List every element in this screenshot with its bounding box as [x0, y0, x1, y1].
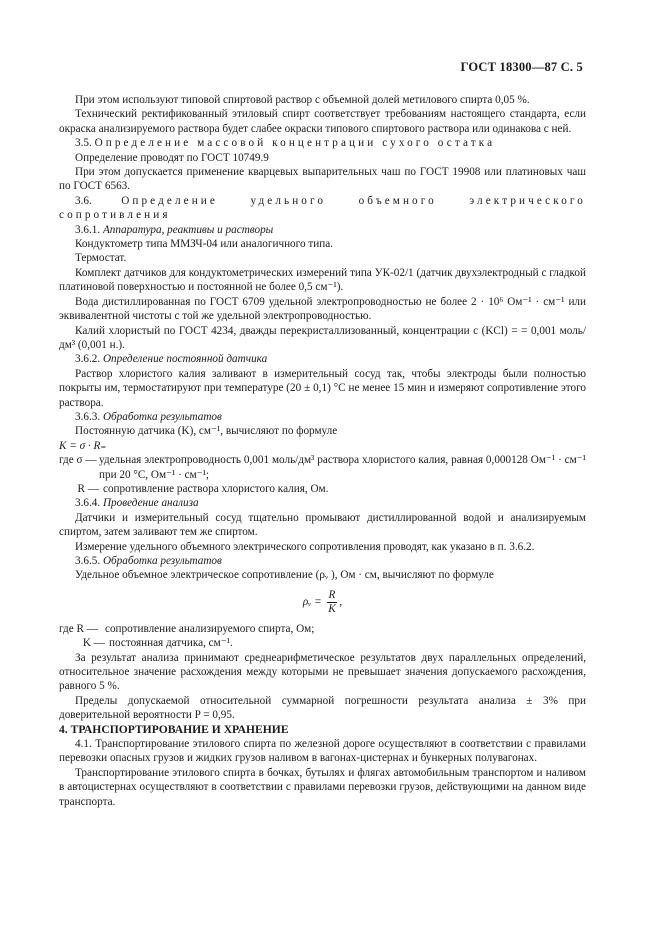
subsection-heading: [59, 352, 586, 366]
paragraph: Комплект датчиков для кондуктометрических измерений типа УК-02/1 (датчик двухэлектродный с гладкой платиновой поверхностью и постоянной не более 0,5 см⁻¹).: [59, 266, 586, 294]
subsection-number: 3.6.5.: [75, 555, 101, 567]
legend-row: [59, 622, 586, 636]
legend-row: [59, 453, 586, 482]
legend-text: удельная электропроводность 0,001 моль/дм³ раствора хлористого калия, равная 0,000128 Ом⁻¹ · см⁻¹ при 20 °С, Ом⁻¹ · см⁻¹;: [99, 454, 586, 481]
section-number: 3.5.: [75, 137, 92, 150]
section-heading: 4. ТРАНСПОРТИРОВАНИЕ И ХРАНЕНИЕ: [59, 722, 289, 736]
subsection-number: 3.6.3.: [75, 410, 101, 423]
subsection-heading: [59, 496, 586, 510]
fraction-denominator: K: [328, 602, 336, 615]
subsection-heading: [59, 410, 586, 424]
paragraph: Измерение удельного объемного электрического сопротивления проводят, как указано в п. 3.6.2.: [75, 540, 535, 553]
legend-text: постоянная датчика, см⁻¹.: [109, 637, 233, 650]
legend-row: [59, 636, 586, 650]
section-heading: [59, 136, 586, 150]
subsection-title: Аппаратура, реактивы и растворы: [102, 223, 274, 236]
paragraph: Постоянную датчика (K), см⁻¹, вычисляют по формуле: [75, 425, 338, 438]
section-title: Определение массовой концентрации сухого остатка: [94, 137, 496, 150]
formula: [59, 589, 586, 616]
paragraph: Технический ректификованный этиловый спирт соответствует требованиям настоящего стандарта, если окраска анализируемого раствора будет слабее окраски типового спиртового раствора или одинакова с ней.: [59, 108, 586, 135]
paragraph: За результат анализа принимают среднеарифметическое результатов двух параллельных определений, относительное значение расхождения между которыми не превышает значения допускаемого расхождения, равного 5 %.: [59, 651, 586, 693]
paragraph: При этом используют типовой спиртовой раствор с объемной долей метилового спирта 0,05 %.: [75, 94, 530, 106]
legend-text: сопротивление раствора хлористого калия, Ом.: [103, 482, 329, 495]
legend-label: K —: [82, 637, 105, 650]
paragraph: Калий хлористый по ГОСТ 4234, дважды перекристаллизованный, концентрации c (KCl) = = 0,001 моль/дм³ (0,001 н.).: [59, 324, 586, 351]
formula-tail: ,: [339, 595, 343, 608]
section-title: Определение удельного объемного электрического сопротивления: [59, 194, 586, 222]
formula-lhs: ρᵥ =: [302, 595, 322, 608]
subsection-heading: [59, 554, 586, 568]
formula: K = σ · R₌: [59, 439, 107, 452]
subsection-number: 3.6.1.: [75, 223, 101, 236]
document-body: [59, 93, 586, 809]
legend-label: где R —: [59, 622, 98, 635]
legend-label: где σ —: [59, 454, 97, 467]
fraction: [327, 589, 338, 616]
paragraph: При этом допускается применение кварцевых выпарительных чаш по ГОСТ 19908 или платиновых чаш по ГОСТ 6563.: [59, 166, 586, 193]
paragraph: Вода дистиллированная по ГОСТ 6709 удельной электропроводностью не более 2 · 10⁶ Ом⁻¹ · см⁻¹ или эквивалентной чистоты с той же удельной электропроводностью.: [59, 295, 586, 323]
legend-text: сопротивление анализируемого спирта, Ом;: [105, 622, 315, 635]
legend-row: [59, 482, 586, 496]
subsection-title: Определение постоянной датчика: [102, 353, 268, 366]
subsection-title: Обработка результатов: [102, 410, 222, 423]
section-heading: [59, 194, 586, 223]
page-header: ГОСТ 18300—87 С. 5: [460, 60, 583, 74]
paragraph: 4.1. Транспортирование этилового спирта по железной дороге осуществляют в соответствии с правилами перевозки опасных грузов и жидких грузов наливом в вагонах-цистернах и бункерных полувагонах.: [59, 738, 586, 765]
paragraph: Раствор хлористого калия заливают в измерительный сосуд так, чтобы электроды были полностью покрыты им, термостатируют при температуре (20 ± 0,1) °С не менее 15 мин и измеряют сопротивление этого раствора.: [59, 367, 586, 409]
paragraph: Термостат.: [75, 252, 127, 265]
paragraph: Пределы допускаемой относительной суммарной погрешности результата анализа ± 3% при доверительной вероятности P = 0,95.: [59, 694, 586, 722]
paragraph: Кондуктометр типа ММЗЧ-04 или аналогичного типа.: [75, 238, 333, 251]
section-number: 3.6.: [75, 194, 92, 207]
fraction-numerator: R: [328, 588, 336, 601]
subsection-title: Проведение анализа: [102, 497, 199, 510]
subsection-number: 3.6.2.: [75, 353, 101, 366]
paragraph: Транспортирование этилового спирта в бочках, бутылях и флягах автомобильным транспортом и наливом в автоцистернах осуществляют в соответствии с правилами перевозки грузов, действующими на данном виде транспорта.: [59, 766, 586, 808]
subsection-number: 3.6.4.: [75, 497, 101, 510]
legend-label: R —: [77, 482, 99, 495]
paragraph: Удельное объемное электрическое сопротивление (ρᵥ ), Ом · см, вычисляют по формуле: [75, 569, 494, 582]
paragraph: Датчики и измерительный сосуд тщательно промывают дистиллированной водой и анализируемым спиртом, затем заливают тем же спиртом.: [59, 511, 586, 539]
paragraph: Определение проводят по ГОСТ 10749.9: [75, 151, 269, 164]
subsection-title: Обработка результатов: [102, 555, 222, 567]
subsection-heading: [59, 223, 586, 237]
